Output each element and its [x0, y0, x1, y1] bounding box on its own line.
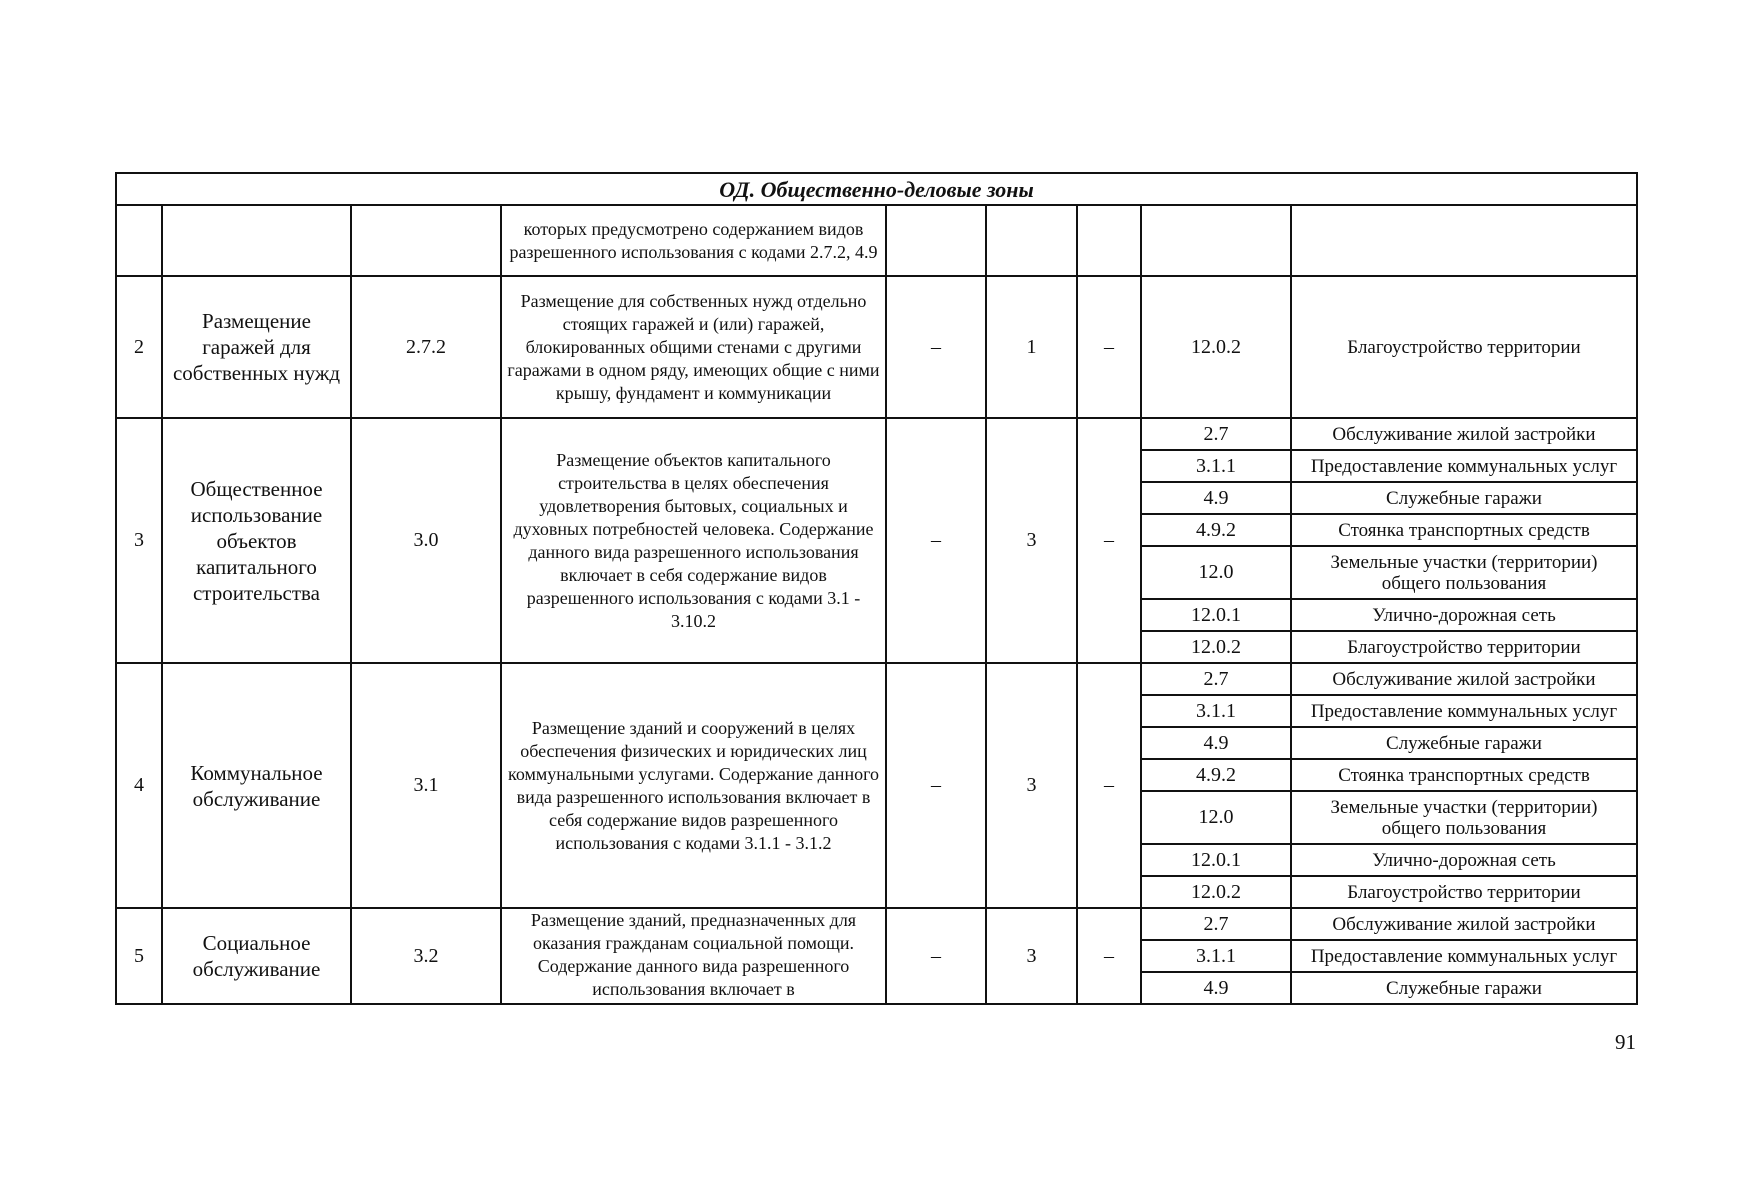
- table-row-continuation: [116, 205, 1637, 276]
- condition-code: 4.9: [1141, 727, 1291, 759]
- param-dash: –: [1077, 276, 1141, 418]
- use-code: 3.2: [351, 908, 501, 1004]
- condition-name: Благоустройство территории: [1291, 876, 1637, 908]
- condition-name: Улично-дорожная сеть: [1291, 844, 1637, 876]
- condition-code: 4.9: [1141, 482, 1291, 514]
- condition-name: Обслуживание жилой застройки: [1291, 418, 1637, 450]
- table-row: [116, 663, 1637, 695]
- condition-name: Предоставление коммунальных услуг: [1291, 695, 1637, 727]
- condition-name: Предоставление коммунальных услуг: [1291, 940, 1637, 972]
- condition-code: 12.0.2: [1141, 276, 1291, 418]
- condition-name: Предоставление коммунальных услуг: [1291, 450, 1637, 482]
- condition-name: Стоянка транспортных средств: [1291, 514, 1637, 546]
- condition-name: Благоустройство территории: [1291, 276, 1637, 418]
- condition-name: Обслуживание жилой застройки: [1291, 663, 1637, 695]
- zoning-table: [115, 172, 1638, 1005]
- use-description: [501, 276, 886, 418]
- condition-code: 12.0.1: [1141, 844, 1291, 876]
- condition-name: Обслуживание жилой застройки: [1291, 908, 1637, 940]
- table-row: [116, 908, 1637, 940]
- use-description-text: Размещение для собственных нужд отдельно стоящих гаражей и (или) гаражей, блокированных общими стенами с другими гаражами в одном ряду, имеющих общие с ними крышу, фундамент и коммуникации: [507, 290, 880, 403]
- condition-code: 4.9.2: [1141, 514, 1291, 546]
- param-level: 3: [986, 663, 1077, 908]
- row-number: 2: [116, 276, 162, 418]
- use-name: Социальное обслуживание: [162, 908, 351, 1004]
- condition-code: 4.9: [1141, 972, 1291, 1004]
- row-number: 5: [116, 908, 162, 1004]
- condition-code: 3.1.1: [1141, 695, 1291, 727]
- use-code: 3.1: [351, 663, 501, 908]
- page-number: 91: [1615, 1030, 1636, 1054]
- cell-description: которых предусмотрено содержанием видов разрешенного использования с кодами 2.7.2, 4.9: [501, 205, 886, 276]
- condition-name: Служебные гаражи: [1291, 482, 1637, 514]
- condition-code: 12.0.2: [1141, 876, 1291, 908]
- table-title: ОД. Общественно-деловые зоны: [116, 173, 1637, 205]
- condition-code: 12.0.1: [1141, 599, 1291, 631]
- cell-code-empty: [351, 205, 501, 276]
- condition-name: Служебные гаражи: [1291, 727, 1637, 759]
- param-dash: –: [886, 276, 986, 418]
- use-code: 3.0: [351, 418, 501, 663]
- condition-code: 4.9.2: [1141, 759, 1291, 791]
- param-dash: –: [886, 908, 986, 1004]
- condition-code: 12.0: [1141, 546, 1291, 599]
- condition-code: 12.0.2: [1141, 631, 1291, 663]
- param-dash: –: [1077, 418, 1141, 663]
- use-description: [501, 663, 886, 908]
- use-description-text: Размещение зданий и сооружений в целях обеспечения физических и юридических лиц коммунальными услугами. Содержание данного вида разрешенного использования включает в себя содержание видов разрешенного использования с кодами 3.1.1 - 3.1.2: [507, 717, 880, 853]
- param-dash: –: [1077, 663, 1141, 908]
- cell-name-empty: [162, 205, 351, 276]
- param-dash: –: [1077, 908, 1141, 1004]
- cell-empty: [1291, 205, 1637, 276]
- use-name: Размещение гаражей для собственных нужд: [162, 276, 351, 418]
- use-code: 2.7.2: [351, 276, 501, 418]
- use-description: [501, 418, 886, 663]
- use-description-text: Размещение объектов капитального строительства в целях обеспечения удовлетворения бытовых, социальных и духовных потребностей человека. Содержание данного вида разрешенного использования включает в себя содержание видов разрешенного использования с кодами 3.1 - 3.10.2: [513, 449, 874, 631]
- row-number: 4: [116, 663, 162, 908]
- condition-name: Служебные гаражи: [1291, 972, 1637, 1004]
- condition-code: 2.7: [1141, 663, 1291, 695]
- condition-code: 3.1.1: [1141, 940, 1291, 972]
- use-name: Коммунальное обслуживание: [162, 663, 351, 908]
- condition-code: 12.0: [1141, 791, 1291, 844]
- use-description: [501, 908, 886, 1004]
- use-description-text: Размещение зданий, предназначенных для оказания гражданам социальной помощи. Содержание данного вида разрешенного использования включает в: [530, 910, 857, 999]
- table-row: [116, 276, 1637, 418]
- param-level: 3: [986, 908, 1077, 1004]
- cell-empty: [1077, 205, 1141, 276]
- cell-empty: [986, 205, 1077, 276]
- param-level: 1: [986, 276, 1077, 418]
- condition-code: 3.1.1: [1141, 450, 1291, 482]
- param-dash: –: [886, 663, 986, 908]
- cell-empty: [886, 205, 986, 276]
- condition-name: Благоустройство территории: [1291, 631, 1637, 663]
- cell-num-empty: [116, 205, 162, 276]
- param-dash: –: [886, 418, 986, 663]
- param-level: 3: [986, 418, 1077, 663]
- use-name: Общественное использование объектов капитального строительства: [162, 418, 351, 663]
- row-number: 3: [116, 418, 162, 663]
- condition-name: Улично-дорожная сеть: [1291, 599, 1637, 631]
- table-row: [116, 418, 1637, 450]
- condition-code: 2.7: [1141, 418, 1291, 450]
- cell-empty: [1141, 205, 1291, 276]
- condition-name: Стоянка транспортных средств: [1291, 759, 1637, 791]
- condition-name: Земельные участки (территории) общего пользования: [1291, 791, 1637, 844]
- condition-name: Земельные участки (территории) общего пользования: [1291, 546, 1637, 599]
- condition-code: 2.7: [1141, 908, 1291, 940]
